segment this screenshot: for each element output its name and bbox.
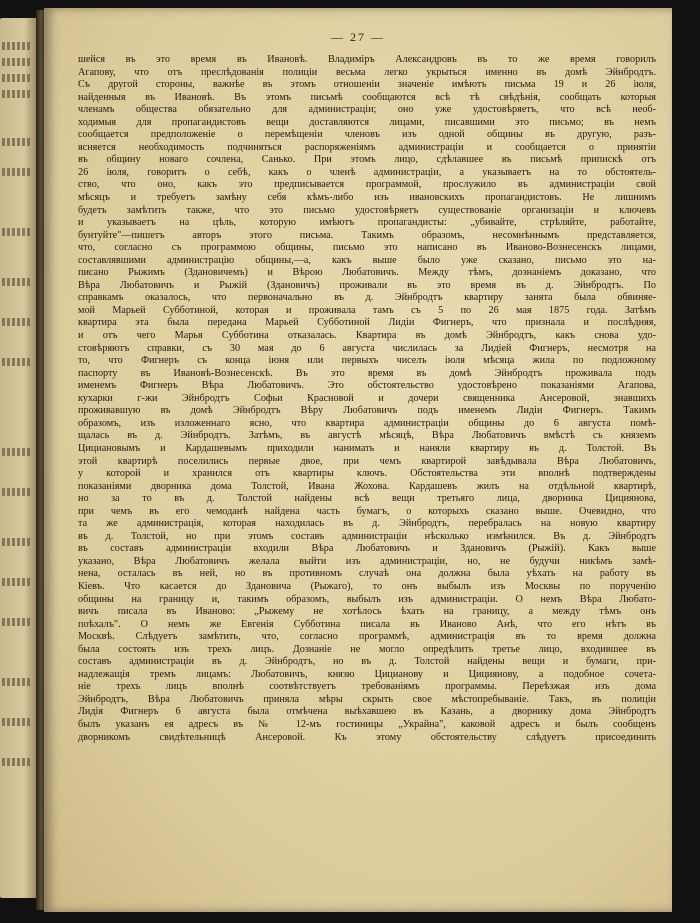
text-line: показаніями дворника дома Толстой, Ивана Жохова. Кардашевъ жилъ на отдѣльной квартирѣ, (78, 480, 656, 492)
facing-text-fragment (2, 58, 32, 66)
facing-text-fragment (2, 228, 32, 236)
facing-text-fragment (2, 538, 32, 546)
text-line: и указываетъ на цѣль, которую имѣютъ пропагандисты: „убивайте, стрѣляйте, работайте, (78, 217, 656, 229)
facing-text-fragment (2, 678, 32, 686)
text-line: Цициановымъ и Кардашевымъ приходили нанимать и наняли квартиру въ д. Толстой. Въ (78, 442, 656, 454)
text-line: проживавшую въ домѣ Эйнбродтъ Вѣру Любатовичъ подъ именемъ Лидіи Фигнеръ. Такимъ (78, 405, 656, 417)
text-line: въ д. Толстой, но при этомъ составъ администраціи нѣсколько измѣнился. Въ д. Эйнбродтъ (78, 530, 656, 542)
facing-text-fragment (2, 758, 32, 766)
text-line: ство, что оно, какъ это предписывается программой, прослужило въ администраціи свой (78, 179, 656, 191)
text-line: стовѣряютъ справки, съ 30 мая до 6 августа числилась за Лидіей Фигнеръ, несмотря на (78, 342, 656, 354)
facing-text-fragment (2, 168, 32, 176)
text-line: общины на границу и, такимъ образомъ, выбылъ изъ администраціи. О немъ Вѣра Любато- (78, 593, 656, 605)
text-line: Съ другой стороны, важнѣе въ этомъ отношеніи значеніе имѣютъ письма 19 и 26 іюля, (78, 79, 656, 91)
text-line: членамъ общества обязательно для администраціи; оно уже удостовѣряетъ, что всѣ необ- (78, 104, 656, 116)
facing-text-fragment (2, 278, 32, 286)
text-line: квартира эта была передана Марьей Субботиной Лидіи Фигнеръ, что признала и послѣдняя, (78, 317, 656, 329)
text-line: Агапову, что отъ преслѣдованія полиціи весьма легко укрыться именно въ домѣ Эйнбродтъ. (78, 66, 656, 78)
text-line: бунтуйте"—пишетъ авторъ этого письма. Такимъ образомъ, несомнѣннымъ представляется, (78, 229, 656, 241)
text-line: найденныя въ Ивановѣ. Въ этомъ письмѣ сообщаются всѣ тѣ свѣдѣнія, сообщать которыя (78, 91, 656, 103)
text-line: вичъ писала въ Иваново: „Рыжему не хотѣлось ѣхать на границу, а между тѣмъ онъ (78, 606, 656, 618)
facing-text-fragment (2, 90, 32, 98)
facing-text-fragment (2, 318, 32, 326)
text-line: дворникомъ свидѣтельницѣ Ансеровой. Къ этому обстоятельству слѣдуетъ присоединить (78, 731, 656, 743)
text-line: 26 іюля, говоритъ о себѣ, какъ о членѣ администраціи, а указываетъ на то обстоятель- (78, 166, 656, 178)
text-line: справкамъ оказалось, что первоначально въ д. Эйнбродтъ квартиру занята была обвиняе- (78, 292, 656, 304)
book-page (44, 8, 672, 912)
text-line: то, что Фигнеръ съ конца іюня или первыхъ чиселъ іюля мѣсяца жила по подложному (78, 355, 656, 367)
text-line: указано, Вѣра Любатовичъ желала выйти изъ администраціи, но, не будучи никѣмъ замѣ- (78, 555, 656, 567)
text-line: при чемъ въ его чемоданѣ найдена часть бумагъ, о которыхъ сказано выше. Очевидно, что (78, 505, 656, 517)
text-line: шейся въ это время въ Ивановѣ. Владиміръ Александровъ въ то же время говорилъ (78, 54, 656, 65)
text-line: была состоять изъ трехъ лицъ. Дознаніе не могло опредѣлить третье лицо, входившее въ (78, 643, 656, 655)
facing-text-fragment (2, 42, 32, 50)
facing-text-fragment (2, 718, 32, 726)
facing-text-fragment (2, 358, 32, 366)
text-line: мѣсяцъ и требуетъ замѣну себя кѣмъ-либо изъ ивановскихъ пропагандистовъ. Не лишнимъ (78, 192, 656, 204)
text-line: Вѣра Любатовичъ и Рыжій (Здановичъ) проживали въ это время въ д. Эйнбродтъ. По (78, 279, 656, 291)
text-line: въ составъ администраціи входили Вѣра Любатовичъ и Здановичъ (Рыжій). Какъ выше (78, 543, 656, 555)
text-line: Лидія Фигнеръ 6 августа была отмѣчена выѣхавшею въ Казань, а дворнику дома Эйнбродтъ (78, 706, 656, 718)
text-line: сообщается предположеніе о перемѣщеніи членовъ изъ одной общины въ другую, разъ- (78, 129, 656, 141)
text-line: кухарки г-жи Эйнбродтъ Софьи Красновой и дочери священника Ансеровой, знавшихъ (78, 392, 656, 404)
text-line: будетъ замѣтить также, что это письмо удостовѣряетъ существованіе организаціи и ключевъ (78, 204, 656, 216)
text-line: составъ администраціи въ д. Эйнбродтъ, но въ д. Толстой найдены вещи и бумаги, при- (78, 656, 656, 668)
text-line: та же администрація, которая находилась въ д. Эйнбродтъ, перебралась на новую квартиру (78, 518, 656, 530)
text-line: ходимыя для пропагандистовъ вещи доставляются лицами, писавшими это письмо; въ немъ (78, 116, 656, 128)
facing-text-fragment (2, 488, 32, 496)
text-line: поѣхалъ". О немъ же Евгенія Субботина писала въ Иваново Анѣ, что его нѣтъ въ (78, 618, 656, 630)
text-line: надлежащія тремъ лицамъ: Любатовичъ, князю Цицианову и Цициянову, а подобное сочета- (78, 668, 656, 680)
facing-text-fragment (2, 138, 32, 146)
text-line: ясняется необходимость подчиняться распоряженіямъ администраціи и сообщается о принятіи (78, 141, 656, 153)
page-body-text (78, 54, 656, 894)
text-line: Москвѣ. Слѣдуетъ замѣтить, что, согласно программѣ, администрація въ то время должна (78, 631, 656, 643)
text-line: именемъ Фигнеръ Вѣра Любатовичъ. Это обстоятельство удостовѣрено показаніями Агапова, (78, 380, 656, 392)
facing-text-fragment (2, 448, 32, 456)
facing-text-fragment (2, 618, 32, 626)
text-line: у которой и хранился отъ квартиры ключъ. Обстоятельства эти вполнѣ подтверждены (78, 468, 656, 480)
text-line: но за то въ д. Толстой найдены всѣ вещи третьяго лица, дворника Цициянова, (78, 493, 656, 505)
text-line: мой Марьей Субботиной, которая и проживала тамъ съ 5 по 26 мая 1875 года. Затѣмъ (78, 304, 656, 316)
text-line: нена, осталась въ ней, но въ противномъ случаѣ она должна была уѣхать на работу въ (78, 568, 656, 580)
text-line: паспорту въ Ивановѣ-Вознесенскѣ. Въ это время въ домѣ Эйнбродтъ проживала подъ (78, 367, 656, 379)
facing-text-fragment (2, 578, 32, 586)
text-line: щалась въ д. Эйнбродтъ. Затѣмъ, въ августѣ мѣсяцѣ, Вѣра Любатовичъ вмѣстѣ съ княземъ (78, 430, 656, 442)
text-line: этой квартирѣ поселились первые двое, при чемъ квартирой завѣдывала Вѣра Любатовичъ, (78, 455, 656, 467)
text-line: былъ указанъ ея адресъ въ № 12-мъ гостиницы „Украйна", каковой адресъ и былъ сообщенъ (78, 718, 656, 730)
text-line: составлявшими администрацію общины,—а, какъ выше было уже сказано, письмо это на- (78, 254, 656, 266)
text-line: и отъ чего Марья Субботина отказалась. Квартира въ домѣ Эйнбродтъ, какъ снова удо- (78, 330, 656, 342)
facing-page-edge (0, 18, 40, 898)
text-line: образомъ, изъ изложеннаго ясно, что квартира администраціи общины до 6 августа помѣ- (78, 417, 656, 429)
text-line: Кіевъ. Что касается до Здановича (Рыжаго), то онъ выбылъ изъ Москвы по порученію (78, 580, 656, 592)
text-line: писано Рыжимъ (Здановичемъ) и Вѣрою Любатовичъ. Между тѣмъ, дознаніемъ доказано, что (78, 267, 656, 279)
text-line: въ общину новаго сочлена, Санько. При этомъ лицо, сдѣлавшее въ письмѣ припискѣ отъ (78, 154, 656, 166)
text-line: Эйнбродтъ, Вѣра Любатовичъ приняла мѣры скрыть свое мѣстопребываніе. Такъ, въ полиціи (78, 693, 656, 705)
page-number: — 27 — (331, 30, 385, 44)
text-line: что, согласно съ программою общины, письмо это написано въ Иваново-Вознесенскъ лицами, (78, 242, 656, 254)
facing-text-fragment (2, 74, 32, 82)
text-line: ніе трехъ лицъ вполнѣ соотвѣтствуетъ требованіямъ программы. Переѣзжая изъ дома (78, 681, 656, 693)
